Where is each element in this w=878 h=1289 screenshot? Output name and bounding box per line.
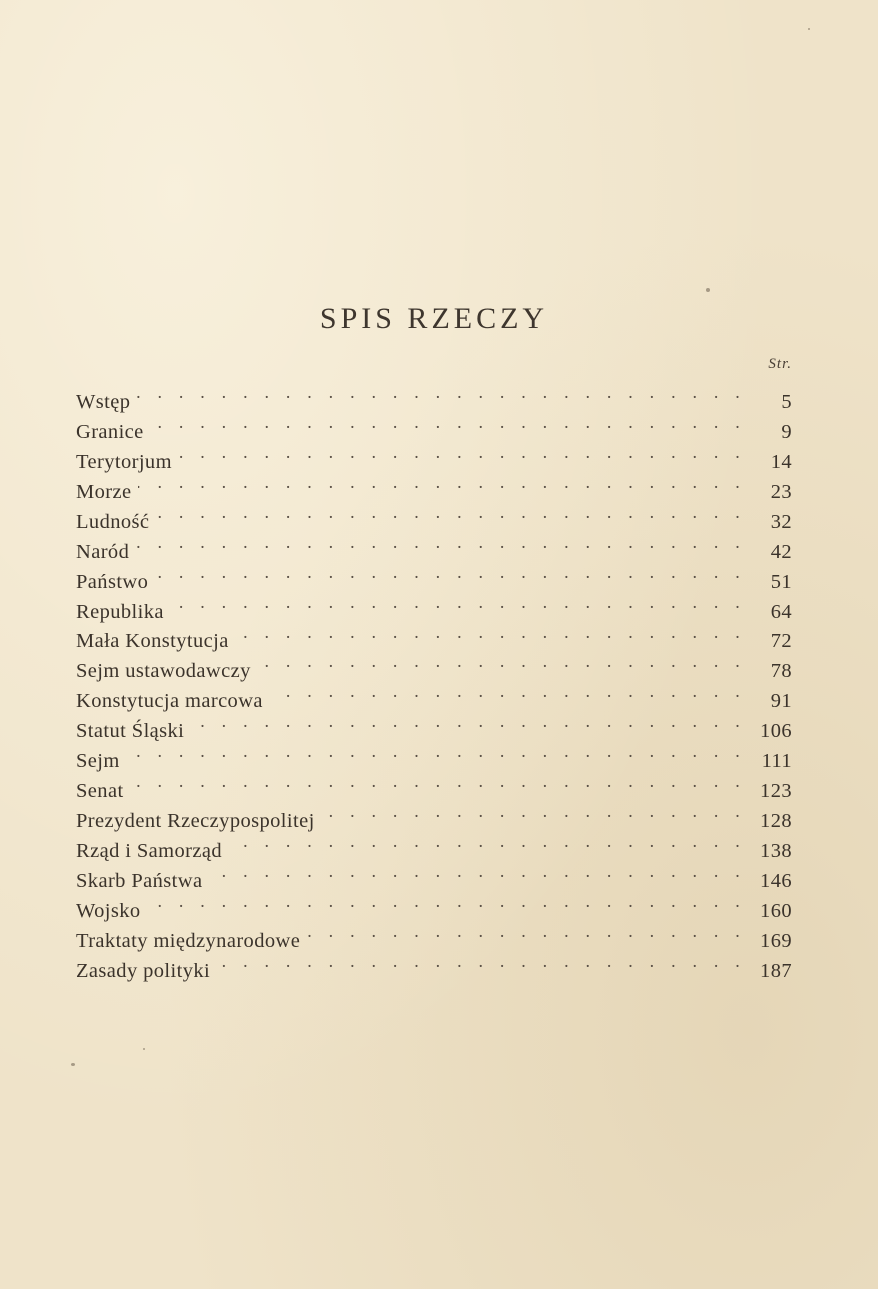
toc-entry [76, 438, 792, 473]
dot-leader [257, 647, 746, 677]
dot-leader [235, 618, 746, 648]
toc-entry-page: 91 [770, 690, 792, 713]
toc-entry-page: 9 [781, 420, 792, 443]
dot-leader [126, 737, 746, 767]
toc-entry-label: Traktaty międzynarodowe [76, 929, 301, 952]
dot-leader [150, 408, 746, 438]
dot-leader [170, 588, 746, 618]
dot-leader [136, 378, 746, 408]
page-column-header: Str. [768, 356, 792, 372]
toc-entry-label: Rząd i Samorząd [76, 840, 223, 862]
toc-entry-label: Sejm ustawodawczy [76, 660, 251, 683]
toc-entry-page: 51 [770, 570, 792, 593]
toc-entry-label: Granice [76, 420, 144, 443]
paper-speck [706, 288, 710, 292]
toc-entry [76, 767, 792, 803]
toc-entry-page: 32 [770, 510, 792, 533]
toc-entry-page: 14 [770, 450, 792, 473]
toc-entry [76, 618, 792, 653]
toc-entry-page: 72 [770, 630, 792, 653]
toc-entry [76, 558, 792, 593]
toc-entry-page: 42 [770, 540, 792, 563]
toc-entry-page: 169 [760, 929, 792, 952]
toc-entry [76, 887, 792, 922]
toc-entry-label: Naród [76, 540, 130, 563]
toc-entry-page: 128 [760, 810, 792, 833]
toc-entry [76, 588, 792, 623]
dot-leader [228, 827, 746, 857]
toc-entry-page: 23 [770, 480, 792, 503]
toc-entry-label: Republika [76, 600, 164, 623]
paper-speck [143, 1048, 145, 1050]
toc-entry-label: Wstęp [76, 390, 131, 413]
toc-entry-page: 146 [760, 869, 792, 892]
dot-leader [216, 947, 746, 977]
dot-leader [135, 528, 746, 558]
toc-entry-label: Konstytucja marcowa [76, 690, 263, 713]
toc-entry-label: Morze [76, 480, 132, 503]
paper-speck [71, 1063, 75, 1066]
toc-entry-page: 138 [760, 840, 792, 862]
toc-entry-label: Mała Konstytucja [76, 630, 229, 653]
dot-leader [155, 498, 746, 528]
toc-entry [76, 468, 792, 503]
toc-entry-label: Państwo [76, 570, 149, 593]
dot-leader [130, 767, 746, 797]
dot-leader [321, 797, 746, 827]
toc-entry [76, 498, 792, 533]
toc-entry-label: Prezydent Rzeczypospolitej [76, 810, 315, 833]
dot-leader [154, 558, 746, 588]
toc-entry-page: 106 [760, 720, 792, 743]
toc-entry [76, 737, 792, 773]
toc-entry-page: 64 [770, 600, 792, 623]
dot-leader [306, 917, 746, 947]
dot-leader [178, 438, 746, 468]
toc-entry-label: Terytorjum [76, 450, 172, 473]
toc-entry-label: Statut Śląski [76, 720, 185, 743]
toc-entry [76, 528, 792, 563]
toc-entry-label: Ludność [76, 510, 150, 533]
dot-leader [208, 857, 746, 887]
toc-entry-label: Wojsko [76, 899, 141, 922]
dot-leader [147, 887, 746, 917]
toc-entry [76, 797, 792, 833]
dot-leader [190, 707, 746, 737]
toc-entry-page: 187 [760, 959, 792, 982]
toc-entry [76, 378, 792, 413]
toc-entry-label: Senat [76, 780, 124, 803]
toc-entry-page: 5 [781, 390, 792, 413]
paper-speck [808, 28, 810, 30]
toc-entry-label: Skarb Państwa [76, 869, 203, 892]
toc-entry-label: Zasady polityki [76, 959, 211, 982]
dot-leader [138, 468, 746, 498]
toc-entry-page: 160 [760, 899, 792, 922]
table-of-contents [76, 378, 792, 982]
page-title: SPIS RZECZY [319, 302, 549, 335]
toc-entry-page: 78 [770, 660, 792, 683]
toc-entry [76, 408, 792, 443]
dot-leader [269, 677, 746, 707]
toc-entry-page: 111 [761, 750, 792, 773]
toc-entry-page: 123 [760, 780, 792, 803]
toc-entry [76, 917, 792, 952]
toc-entry-label: Sejm [76, 750, 120, 773]
